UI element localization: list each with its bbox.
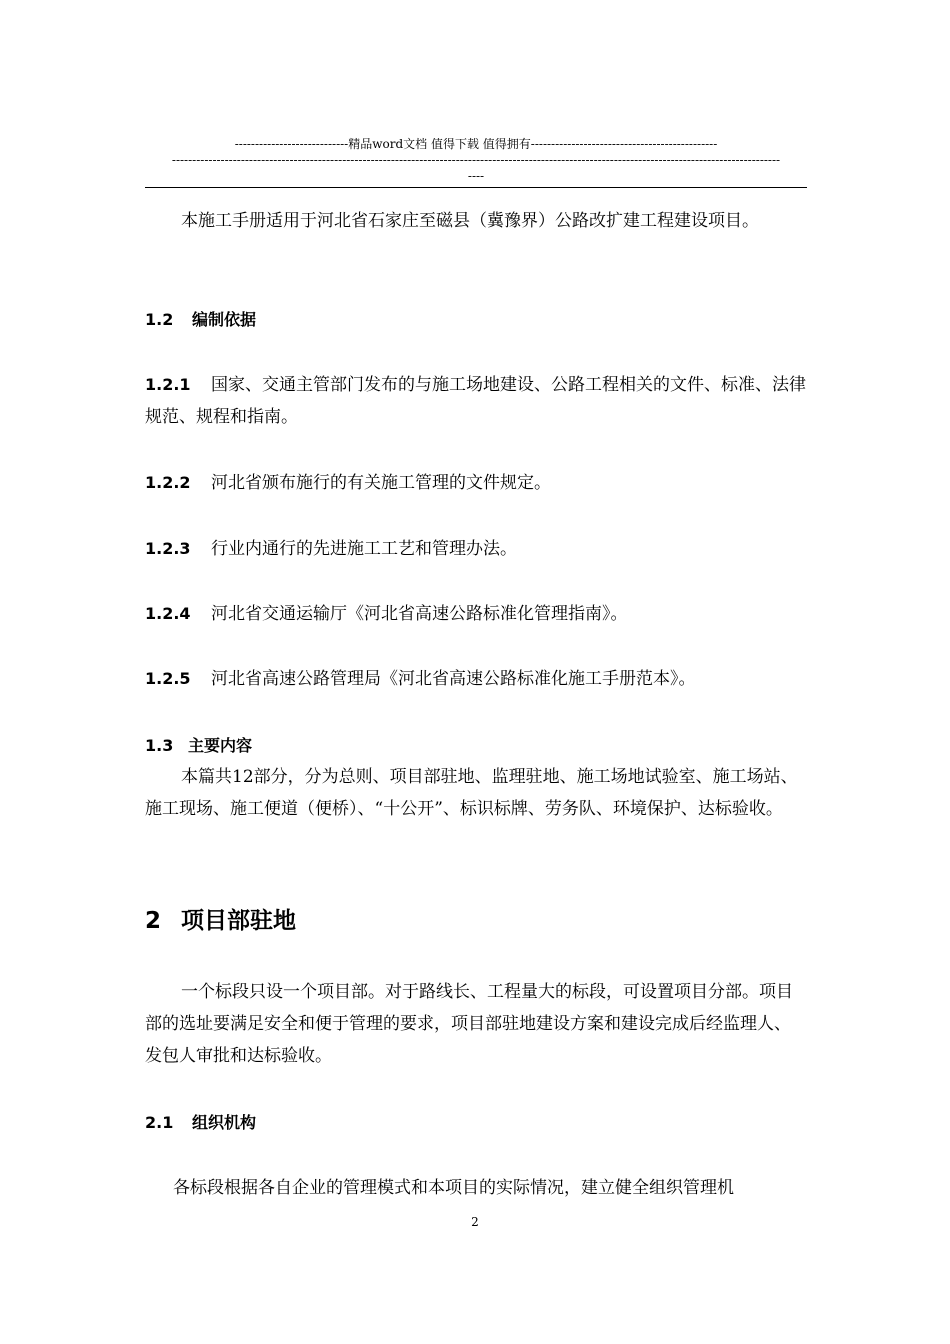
chapter-number: 2 xyxy=(145,908,162,934)
item-number: 1.2.1 xyxy=(145,375,191,394)
item-number: 1.2.2 xyxy=(145,473,191,492)
section-1-3-paragraph: 本篇共12部分，分为总则、项目部驻地、监理驻地、施工场地试验室、施工场站、施工现场、施工便道（便桥）、“十公开”、标识标牌、劳务队、环境保护、达标验收。 xyxy=(145,767,798,819)
item-text: 河北省高速公路管理局《河北省高速公路标准化施工手册范本》。 xyxy=(211,669,696,689)
item-text: 行业内通行的先进施工工艺和管理办法。 xyxy=(211,539,517,559)
section-number: 2.1 xyxy=(145,1113,174,1132)
chapter-heading-2 xyxy=(145,904,807,938)
page-number: 2 xyxy=(471,1215,479,1229)
list-item xyxy=(145,533,807,565)
section-title: 编制依据 xyxy=(192,310,257,329)
item-number: 1.2.5 xyxy=(145,669,191,688)
list-item xyxy=(145,369,807,433)
section-title: 组织机构 xyxy=(192,1113,257,1132)
list-item xyxy=(145,663,807,695)
item-number: 1.2.4 xyxy=(145,604,191,623)
section-number: 1.3 xyxy=(145,736,174,755)
header-rule xyxy=(145,187,807,188)
header-dash-line: ------------------------------------------------------------------------------------------------------------------------------------------------------ xyxy=(171,153,781,167)
list-item xyxy=(145,467,807,499)
item-text: 河北省交通运输厅《河北省高速公路标准化管理指南》。 xyxy=(211,604,628,624)
item-text: 国家、交通主管部门发布的与施工场地建设、公路工程相关的文件、标准、法律规范、规程和指南。 xyxy=(145,375,806,427)
chapter-2-paragraph: 一个标段只设一个项目部。对于路线长、工程量大的标段，可设置项目分部。项目部的选址要满足安全和便于管理的要求，项目部驻地建设方案和建设完成后经监理人、发包人审批和达标验收。 xyxy=(145,982,793,1066)
item-number: 1.2.3 xyxy=(145,539,191,558)
intro-paragraph: 本施工手册适用于河北省石家庄至磁县（冀豫界）公路改扩建工程建设项目。 xyxy=(181,211,759,231)
section-heading-1-2 xyxy=(145,308,807,332)
header-watermark-line: ----------------------------精品word文档 值得下载 值得拥有---------------------------------------------- xyxy=(234,137,718,151)
list-item xyxy=(145,598,807,630)
section-number: 1.2 xyxy=(145,310,174,329)
section-2-1-paragraph: 各标段根据各自企业的管理模式和本项目的实际情况，建立健全组织管理机 xyxy=(173,1178,734,1198)
section-title: 主要内容 xyxy=(188,736,253,755)
chapter-title: 项目部驻地 xyxy=(181,908,296,934)
header-dash-tail: ---- xyxy=(467,169,485,183)
page-header xyxy=(145,136,807,184)
item-text: 河北省颁布施行的有关施工管理的文件规定。 xyxy=(211,473,551,493)
section-heading-1-3 xyxy=(145,734,807,758)
section-heading-2-1 xyxy=(145,1111,807,1135)
